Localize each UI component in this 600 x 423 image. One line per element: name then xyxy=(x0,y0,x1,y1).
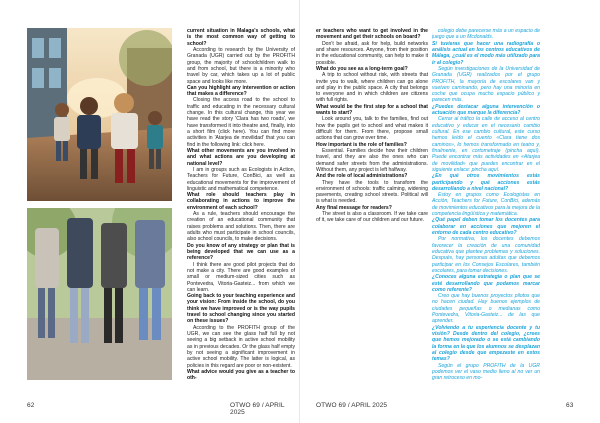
english-interview-column-2 xyxy=(316,28,428,224)
interview-answer: As a rule, teachers should encourage the creation of an educational community that raises problems and solutions. Then, there are adults who must participate in school councils, also school councils, to make decisions. xyxy=(187,211,295,243)
interview-question: ¿Volviendo a tu experiencia docente y tu visión? Desde dentro del colegio, ¿crees que hemos mejorado o se está cambiando la forma en la que los alumnos se desplazan al colegio desde que empezaste en estos temas? xyxy=(432,324,540,363)
interview-answer: A trip to school without risk, with streets that invite you to walk, where children can go alone and play in the public space. A city that belongs to everyone and in which children are citizens with full rights. xyxy=(316,72,428,104)
interview-question: ¿Qué papel deben tomar los docentes para colaborar en acciones que mejoren el entorno de cada centro educativo? xyxy=(432,217,540,236)
interview-answer: I am in groups such as Ecologists in Action, Teachers for Future, ConBici, as well as educational movements for the improvement of linguistic and mathematical competence. xyxy=(187,166,295,192)
students-standing-illustration xyxy=(27,208,172,380)
interview-question: ¿En qué otros movimientos estás participando y qué acciones estás desarrollando a nivel nacional? xyxy=(432,173,540,192)
interview-answer: According to the PROFITH group of the UGR, we can see the glass half full by not seeing a big setback in active school mobility as in previous decades. Or the glass half empty by not seeing a significant improvement in active school mobility. The latter is logical, as policies in this regard are poor or non-existent. xyxy=(187,324,295,369)
interview-question: current situation in Malaga's schools, what is the most common way of getting to school? xyxy=(187,28,295,47)
interview-question: What would be the first step for a school that wants to start? xyxy=(316,103,428,117)
page-number-right: 63 xyxy=(566,402,574,409)
interview-answer: Creo que hay buenos proyectos pilotos que no hacen ciudad. Hay buenos ejemplos de ciudades pequeñas o medianas como Pontevedra, Vitoria-Gasteiz... de las que aprender. xyxy=(432,293,540,325)
interview-question: How important is the role of families? xyxy=(316,141,407,148)
interview-answer: According to research by the University of Granada (UGR) carried out by the PROFITH group, the majority of schoolchildren walk to and from school, but there is a minority who travel by car, which takes up a lot of public space and looks like more. xyxy=(187,46,295,85)
interview-answer: They have the tools to transform the environment of schools: traffic calming, widening pavements, creating school streets. Political will is what is needed. xyxy=(316,179,428,205)
interview-answer: Según el grupo PROFITH de la UGR podemos ver el vaso medio lleno al no ver un gran retroceso en mo- xyxy=(432,362,540,382)
interview-answer: The street is also a classroom. If we take care of it, we take care of our children and our future. xyxy=(316,211,428,224)
interview-question: Going back to your teaching experience and your vision: From inside the school, do you think we have improved or is the way pupils travel to school changing since you started on these issues? xyxy=(187,293,295,325)
interview-question: Si tuvieras que hacer una radiografía o análisis actual en los centros educativos de Málaga, ¿cuál es el modo más utilizado para ir al colegio? xyxy=(432,40,540,66)
children-walking-to-school-photo xyxy=(27,28,172,201)
interview-question: And the role of local administrations? xyxy=(316,173,408,180)
interview-question: Can you highlight any intervention or action that makes a difference? xyxy=(187,84,295,98)
spanish-interview-column xyxy=(432,28,540,382)
issue-label-left: OTWO 69 / APRIL 2025 xyxy=(230,402,285,416)
interview-question: ¿Puedes destacar alguna intervención o actuación que marque la diferencia? xyxy=(432,103,540,117)
interview-question: What role should teachers play in collaborating in actions to improve the environment of each school? xyxy=(187,192,295,211)
interview-question: Do you know of any strategy or plan that is being developed that we can use as a reference? xyxy=(187,242,295,262)
interview-answer: Estoy en grupos como Ecologistas en Acción, Teachers for Future, ConBici, además de movimientos educativos para la mejora de la competencia lingüística y matemática. xyxy=(432,192,540,218)
interview-answer: Según investigaciones de la Universidad de Granada (UGR) realizados por el grupo PROFITH, la mayoría de escolares van y vuelven caminando, pero hay una minoría en coche que ocupa mucho espacio público y parecen más. xyxy=(432,65,540,104)
students-standing-photo xyxy=(27,208,172,380)
interview-answer: Cerrar al tráfico la calle de acceso al centro educativo y educar en el necesario cambio cultural. En ese cambio cultural, este curso hemos leído el cuento «Clara tiene dos caminos», lo hemos transformado en teatro y, finalmente, en cortometraje (pincha aquí). Puede encontrar más actividades en «Atarjea de movilidad» que puedes encontrar en el siguiente enlace: pincha aquí. xyxy=(432,116,540,173)
interview-question: What other movements are you involved in and what actions are you developing at national level? xyxy=(187,147,295,167)
interview-answer: colegio debe parecerse más a un espacio de juego que a un Mcdonalds. xyxy=(432,28,540,41)
interview-question: What do you see as a long-term goal? xyxy=(316,65,408,72)
interview-answer: Closing the access road to the school to traffic and educating in the necessary cultural change. In this cultural change, this year we have read the story 'Clara has two roads', we have transformed it into theatre and, finally, into a short film (click here). You can find more activities in 'Atarjea de movilidad' that you can find in the following link: click here. xyxy=(187,97,295,148)
interview-question: Any final message for readers? xyxy=(316,204,392,211)
interview-answer: Essential. Families decide how their children travel, and they are also the ones who can demand safer streets from the administrations. Without them, any project is left halfway. xyxy=(316,147,428,173)
issue-label-right: OTWO 69 / APRIL 2025 xyxy=(316,402,388,409)
interview-question: ¿Conoces alguna estrategia o plan que se esté desarrollando que podamos marcar como referente? xyxy=(432,274,540,293)
children-walking-illustration xyxy=(27,28,172,201)
interview-answer: Don't be afraid, ask for help, build networks and share resources. Anyone, from their position in the educational community, can help to make it possible. xyxy=(316,40,428,66)
interview-question: What advice would you give as a teacher to oth- xyxy=(187,368,295,382)
interview-answer: Look around you, talk to the families, find out how the pupils get to school and what makes it difficult for them. From there, propose small actions that can grow over time. xyxy=(316,116,428,142)
interview-question: er teachers who want to get involved in the movement and get their schools on board? xyxy=(316,28,428,41)
page-number-left: 62 xyxy=(27,402,35,409)
interview-answer: I think there are good pilot projects that do not make a city. There are good examples of small or medium-sized cities such as Pontevedra, Vitoria-Gasteiz... from which we can learn. xyxy=(187,261,295,293)
interview-answer: Por normativa, los docentes debemos favorecer la creación de una comunidad educativa que plantee problemas y soluciones. Después, hay personas adultas que debemos participar en los Consejos Escolares, también escolares, para tomar decisiones. xyxy=(432,236,540,274)
english-interview-column-1 xyxy=(187,28,295,382)
